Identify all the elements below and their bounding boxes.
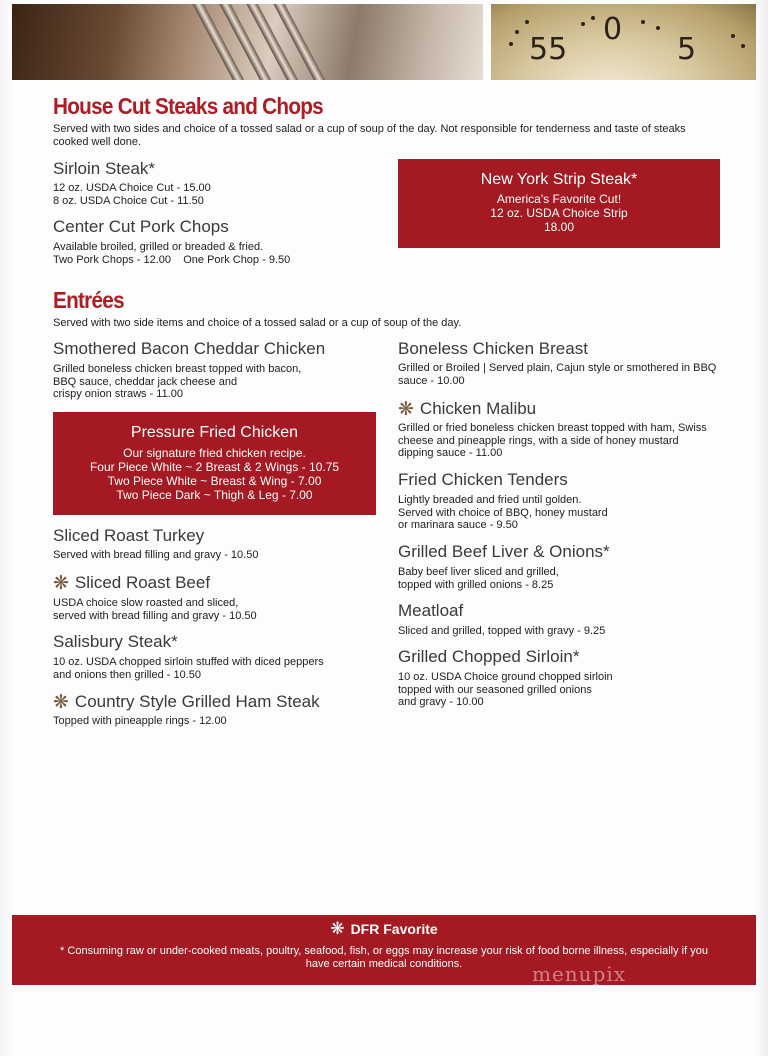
header-photo-cutlery: [12, 4, 483, 80]
menu-item-desc: 12 oz. USDA Choice Cut - 15.00 8 oz. USDA Choice Cut - 11.50: [53, 182, 211, 207]
menu-item-title: Sliced Roast Turkey: [53, 526, 205, 545]
menu-item-title: Grilled Chopped Sirloin*: [398, 647, 580, 666]
menu-item-title: Fried Chicken Tenders: [398, 470, 568, 489]
menu-item-title: Boneless Chicken Breast: [398, 339, 588, 358]
menu-item-desc: Topped with pineapple rings - 12.00: [53, 715, 227, 727]
favorite-legend: ❋ DFR Favorite: [330, 919, 438, 939]
clock-number: 55: [529, 32, 568, 67]
clock-number: 0: [603, 12, 623, 47]
entrees-note: Served with two side items and choice of a tossed salad or a cup of soup of the day.: [53, 317, 462, 329]
header-photo-clock: [491, 4, 756, 80]
featured-item-box: New York Strip Steak* America's Favorite Cut! 12 oz. USDA Choice Strip 18.00: [398, 159, 720, 248]
featured-item-box: Pressure Fried Chicken Our signature fried chicken recipe. Four Piece White ~ 2 Breast & 2 Wings - 10.75 Two Piece White ~ Breast & Wing - 7.00 Two Piece Dark ~ Thigh & Leg - 7.00: [53, 412, 376, 515]
menu-item-title: Smothered Bacon Cheddar Chicken: [53, 339, 326, 358]
food-safety-warning: * Consuming raw or under-cooked meats, poultry, seafood, fish, or eggs may increase your risk of food borne illness, especially if you have certain medical conditions.: [60, 945, 708, 970]
menu-item-title: Center Cut Pork Chops: [53, 217, 229, 236]
menu-item-desc: Grilled boneless chicken breast topped with bacon, BBQ sauce, cheddar jack cheese and crispy onion straws - 11.00: [53, 363, 302, 401]
asterisk-flower-icon: ❋: [398, 398, 414, 420]
menu-item-desc: 10 oz. USDA Choice ground chopped sirloin topped with our seasoned grilled onions and gravy - 10.00: [398, 671, 613, 709]
menu-item-title: Meatloaf: [398, 601, 464, 620]
menu-item-title: Grilled Beef Liver & Onions*: [398, 542, 610, 561]
menu-item-desc: 10 oz. USDA chopped sirloin stuffed with diced peppers and onions then grilled - 10.50: [53, 656, 324, 681]
menu-item-desc: Available broiled, grilled or breaded & fried. Two Pork Chops - 12.00 One Pork Chop - 9.50: [53, 241, 291, 266]
menu-item-desc: Sliced and grilled, topped with gravy - 9.25: [398, 625, 606, 637]
menu-item-title: ❋ Sliced Roast Beef: [53, 572, 211, 594]
section-heading-entrees: Entrées: [53, 287, 124, 313]
menu-item-title: ❋ Chicken Malibu: [398, 398, 537, 420]
section-heading-steaks: House Cut Steaks and Chops: [53, 93, 323, 119]
asterisk-flower-icon: ❋: [53, 691, 69, 713]
menu-item-desc: Grilled or fried boneless chicken breast topped with ham, Swiss cheese and pineapple rings, with a side of honey mustard dipping sauce - 11.00: [398, 422, 707, 460]
footer-banner: [12, 915, 756, 985]
asterisk-flower-icon: ❋: [330, 919, 345, 939]
watermark-logo: menupix: [532, 962, 627, 986]
steaks-note: Served with two sides and choice of a tossed salad or a cup of soup of the day. Not responsible for tenderness and taste of steaks cooked well done.: [53, 123, 686, 148]
menu-item-desc: Served with bread filling and gravy - 10.50: [53, 549, 259, 561]
menu-item-desc: Baby beef liver sliced and grilled, topped with grilled onions - 8.25: [398, 566, 559, 591]
featured-item-title: New York Strip Steak*: [480, 171, 638, 188]
menu-item-desc: USDA choice slow roasted and sliced, served with bread filling and gravy - 10.50: [53, 597, 257, 622]
menu-item-title: ❋ Country Style Grilled Ham Steak: [53, 691, 320, 713]
asterisk-flower-icon: ❋: [53, 572, 69, 594]
menu-item-title: Salisbury Steak*: [53, 632, 178, 651]
featured-item-title: Pressure Fried Chicken: [130, 424, 299, 441]
clock-number: 5: [677, 32, 697, 67]
menu-item-desc: Grilled or Broiled | Served plain, Cajun style or smothered in BBQ sauce - 10.00: [398, 362, 717, 387]
menu-item-desc: Lightly breaded and fried until golden. Served with choice of BBQ, honey mustard or marinara sauce - 9.50: [398, 494, 608, 532]
menu-item-title: Sirloin Steak*: [53, 159, 156, 178]
